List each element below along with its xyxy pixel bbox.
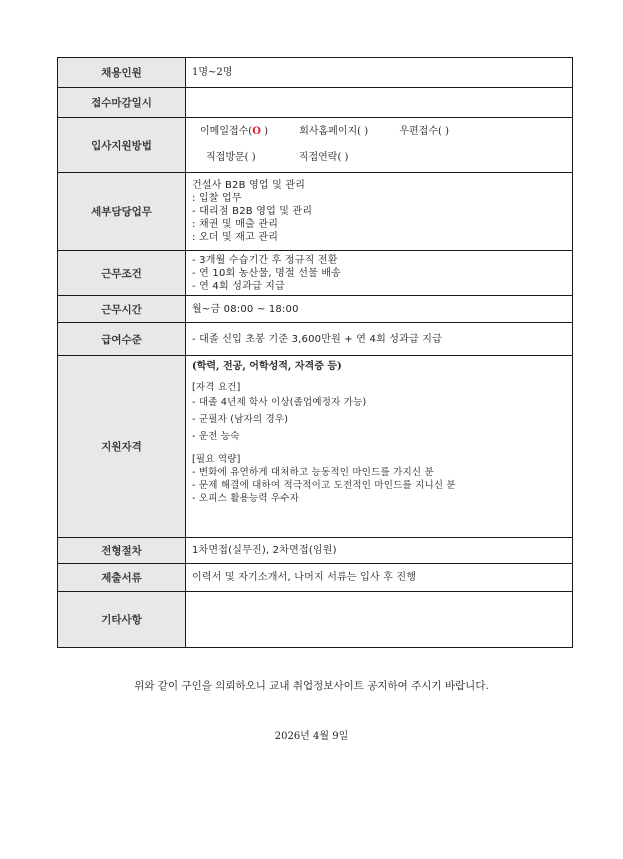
- process-label: 전형절차: [58, 538, 186, 564]
- row-conditions: [58, 251, 573, 296]
- row-hours: [58, 296, 573, 323]
- visit-option: 직접방문( ): [206, 152, 256, 163]
- process-value: 1차면접(실무진), 2차면접(임원): [186, 538, 573, 564]
- conditions-label: 근무조건: [58, 251, 186, 296]
- preference-line: - 변화에 유연하게 대처하고 능동적인 마인드를 가지신 분: [192, 467, 434, 478]
- row-deadline: [58, 88, 573, 118]
- documents-label: 제출서류: [58, 564, 186, 592]
- row-headcount: [58, 58, 573, 88]
- duty-line: : 입찰 업무: [192, 193, 242, 204]
- duties-label: 세부담당업무: [58, 173, 186, 251]
- row-salary: [58, 323, 573, 356]
- conditions-value: [186, 251, 573, 296]
- apply-method-row-1: [192, 119, 566, 145]
- requirements-title: [자격 요건]: [192, 382, 241, 393]
- apply-method-label: 입사지원방법: [58, 118, 186, 173]
- hours-label: 근무시간: [58, 296, 186, 323]
- request-date: 2026년 4월 9일: [274, 731, 349, 742]
- headcount-label: 채용인원: [58, 58, 186, 88]
- email-option: [200, 119, 268, 145]
- deadline-value: [186, 88, 573, 118]
- email-selected-mark: O: [252, 126, 261, 137]
- duty-line: 건설사 B2B 영업 및 관리: [192, 180, 306, 191]
- homepage-option: 회사홈페이지( ): [299, 126, 369, 137]
- preferences-title: [필요 역량]: [192, 454, 241, 465]
- deadline-label: 접수마감일시: [58, 88, 186, 118]
- row-etc: [58, 592, 573, 648]
- requirement-line: - 운전 능숙: [192, 431, 240, 442]
- row-apply-method: [58, 118, 573, 173]
- condition-line: - 3개월 수습기간 후 정규직 전환: [192, 254, 338, 266]
- etc-label: 기타사항: [58, 592, 186, 648]
- qualification-value: [186, 356, 573, 538]
- email-option-label: 이메일접수(: [200, 126, 253, 137]
- etc-value: [186, 592, 573, 648]
- duty-line: : 채권 및 매출 관리: [192, 219, 279, 230]
- row-duties: [58, 173, 573, 251]
- row-process: [58, 538, 573, 564]
- request-message: 위와 같이 구인을 의뢰하오니 교내 취업정보사이트 공지하여 주시기 바랍니다.: [134, 680, 489, 692]
- documents-value: 이력서 및 자기소개서, 나머지 서류는 입사 후 진행: [186, 564, 573, 592]
- requirement-line: - 군필자 (남자의 경우): [192, 414, 289, 425]
- hours-value: 월~금 08:00 ~ 18:00: [186, 296, 573, 323]
- email-option-close: ): [260, 126, 269, 137]
- qualification-label: 지원자격: [58, 356, 186, 538]
- row-qualification: [58, 356, 573, 538]
- condition-line: - 연 10회 농산물, 명절 선물 배송: [192, 267, 342, 279]
- requirement-line: - 대졸 4년제 학사 이상(졸업예정자 가능): [192, 397, 367, 408]
- preference-line: - 문제 해결에 대하여 적극적이고 도전적인 마인드를 지니신 분: [192, 480, 456, 491]
- condition-line: - 연 4회 성과급 지급: [192, 280, 285, 292]
- duties-value: [186, 173, 573, 251]
- post-option: 우편접수( ): [399, 126, 449, 137]
- headcount-value: 1명~2명: [186, 58, 573, 88]
- salary-value: - 대졸 신입 초봉 기준 3,600만원 + 연 4회 성과급 지급: [186, 323, 573, 356]
- row-documents: [58, 564, 573, 592]
- qualification-heading: (학력, 전공, 어학성적, 자격증 등): [192, 361, 342, 372]
- contact-option: 직접연락( ): [298, 152, 349, 163]
- apply-method-options: [186, 118, 573, 173]
- job-request-form: [57, 57, 573, 648]
- salary-label: 급여수준: [58, 323, 186, 356]
- duty-line: - 대리점 B2B 영업 및 관리: [192, 206, 313, 217]
- preference-line: - 오피스 활용능력 우수자: [192, 493, 300, 504]
- apply-method-row-2: [192, 145, 566, 171]
- duty-line: : 오더 및 재고 관리: [192, 232, 279, 243]
